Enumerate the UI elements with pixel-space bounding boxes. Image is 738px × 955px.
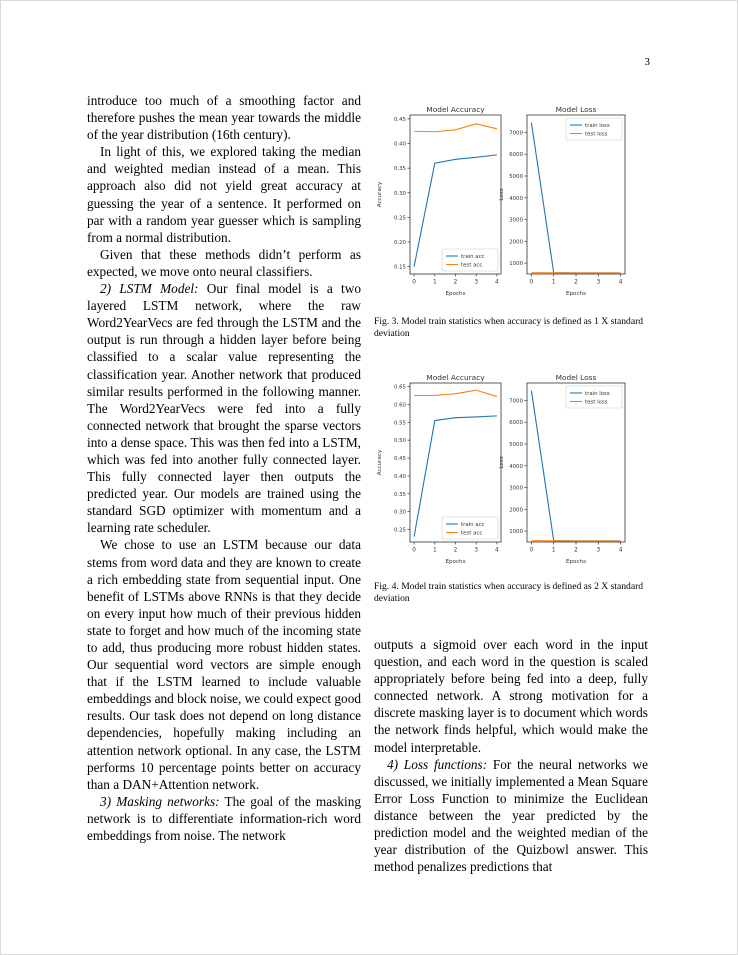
legend: [442, 517, 498, 539]
y-axis-label: Accuracy: [377, 181, 383, 208]
x-tick-label: 4: [495, 547, 499, 554]
x-tick-label: 0: [529, 547, 534, 554]
paragraph: [374, 756, 648, 876]
y-axis-label: Loss: [499, 456, 505, 469]
y-tick-label: 0.25: [393, 527, 406, 534]
legend: [566, 118, 622, 140]
x-tick-label: 3: [474, 547, 479, 554]
x-tick-label: 1: [432, 279, 437, 286]
subsection-heading: 2) LSTM Model:: [100, 281, 199, 297]
series-line-train: [531, 123, 620, 273]
paragraph-text: For the neural networks we discussed, we initially implemented a Mean Square Error Loss Function to minimize the Euclidean distance between the year predicted by the prediction model and the weighted median of the year distribution of the Quizbowl answer. This method penalizes predictions that: [374, 756, 648, 875]
y-tick-label: 0.15: [393, 264, 406, 271]
y-tick-label: 0.35: [393, 491, 406, 498]
chart-panel: [377, 373, 501, 565]
x-tick-label: 1: [551, 279, 556, 286]
x-axis-label: Epochs: [445, 291, 466, 297]
paragraph-text: Our final model is a two layered LSTM network, where the raw Word2YearVecs are fed through the LSTM and the output is run through a hidden layer before being classified to a scalar value representing the classification year. Another network that produced similar results performed in the following manner. The Word2YearVecs were fed into a fully connected network that brought the sparse vectors into a dense space. This was then fed into a LSTM, which was fed into another fully connected layer. This fully connected layer then outputs the predicted year. Our models are trained using the standard SGD optimizer with momentum and a learning rate scheduler.: [87, 281, 361, 536]
y-tick-label: 1000: [509, 529, 523, 536]
figure-chart: [372, 371, 652, 571]
y-tick-label: 0.20: [393, 240, 406, 247]
left-column: [87, 92, 361, 844]
x-tick-label: 0: [529, 279, 534, 286]
y-tick-label: 1000: [509, 261, 523, 268]
y-tick-label: 4000: [509, 463, 523, 470]
x-tick-label: 1: [432, 547, 437, 554]
x-tick-label: 3: [474, 279, 479, 286]
page-number: 3: [644, 56, 650, 68]
y-tick-label: 3000: [509, 217, 523, 224]
y-tick-label: 0.40: [393, 473, 406, 480]
figure-3-caption: Fig. 3. Model train statistics when accuracy is defined as 1 X standard deviation: [374, 316, 644, 339]
y-axis-label: Accuracy: [377, 449, 383, 476]
legend: [566, 386, 622, 408]
series-line-test: [414, 124, 497, 132]
y-tick-label: 0.25: [393, 215, 406, 222]
y-tick-label: 2000: [509, 239, 523, 246]
paragraph-text: Given that these methods didn’t perform as expected, we move onto neural classifiers.: [87, 246, 361, 279]
x-tick-label: 2: [453, 547, 458, 554]
y-tick-label: 7000: [509, 130, 523, 137]
y-tick-label: 5000: [509, 173, 523, 180]
y-tick-label: 0.45: [393, 116, 406, 123]
y-tick-label: 6000: [509, 152, 523, 159]
x-tick-label: 2: [453, 279, 458, 286]
paragraph: [87, 246, 361, 280]
y-axis-label: Loss: [499, 188, 505, 201]
x-axis-label: Epochs: [565, 291, 587, 297]
legend-entry: test acc: [461, 530, 483, 537]
paragraph-text: We chose to use an LSTM because our data stems from word data and they are known to create a rich embedding state from sequential input. One benefit of LSTMs above RNNs is that they decide on every input how much of their previous hidden state to forget and how much of the incoming state to add, thus producing more robust hidden states. Our sequential word vectors are simple enough that if the LSTM learned to include valuable embeddings and block noise, we could expect good results. Our task does not depend on long distance dependencies, hopefully making including an attention network optional. In any case, the LSTM performs 10 percentage points better on accuracy than a DAN+Attention network.: [87, 537, 361, 792]
y-tick-label: 0.60: [393, 402, 406, 409]
chart-panel: [499, 373, 625, 565]
series-line-test: [414, 390, 497, 396]
chart-title: Model Accuracy: [426, 105, 485, 114]
series-line-train: [531, 391, 620, 541]
paragraph: [87, 536, 361, 792]
y-tick-label: 0.55: [393, 420, 406, 427]
x-tick-label: 1: [551, 547, 556, 554]
subsection-heading: 3) Masking networks:: [100, 793, 220, 809]
legend-entry: train loss: [585, 391, 610, 397]
chart-title: Model Loss: [555, 105, 597, 114]
x-axis-label: Epochs: [445, 559, 466, 565]
paragraph-text: introduce too much of a smoothing factor and therefore pushes the mean year towards the middle of the year distribution (16th century).: [87, 93, 361, 143]
x-tick-label: 0: [412, 279, 416, 286]
legend-entry: train loss: [585, 123, 610, 129]
paragraph: [87, 92, 361, 143]
paragraph: [374, 636, 648, 756]
y-tick-label: 2000: [509, 507, 523, 514]
x-axis-label: Epochs: [565, 559, 587, 565]
right-column: [374, 636, 648, 875]
y-tick-label: 5000: [509, 441, 523, 448]
chart-panel: [499, 105, 625, 297]
subsection-heading: 4) Loss functions:: [387, 756, 488, 772]
y-tick-label: 0.40: [393, 141, 406, 148]
x-tick-label: 2: [574, 547, 578, 554]
y-tick-label: 0.30: [393, 190, 406, 197]
legend-entry: train acc: [461, 522, 485, 528]
legend-entry: test acc: [461, 262, 483, 269]
x-tick-label: 4: [618, 547, 623, 554]
figure-4: [372, 371, 652, 571]
legend-entry: test loss: [585, 131, 608, 138]
y-tick-label: 0.45: [393, 456, 406, 463]
y-tick-label: 0.50: [393, 438, 406, 445]
figure-4-caption: Fig. 4. Model train statistics when accuracy is defined as 2 X standard deviation: [374, 581, 644, 604]
legend: [442, 249, 498, 271]
figure-3: [372, 103, 652, 303]
x-tick-label: 0: [412, 547, 416, 554]
x-tick-label: 4: [495, 279, 499, 286]
y-tick-label: 0.35: [393, 166, 406, 173]
paragraph: [87, 793, 361, 844]
chart-title: Model Loss: [555, 373, 597, 382]
y-tick-label: 0.30: [393, 509, 406, 516]
paragraph: [87, 143, 361, 246]
y-tick-label: 6000: [509, 420, 523, 427]
x-tick-label: 4: [618, 279, 623, 286]
legend-entry: train acc: [461, 254, 485, 260]
y-tick-label: 4000: [509, 195, 523, 202]
paragraph: [87, 280, 361, 536]
paragraph-text: The goal of the masking network is to differentiate information-rich word embeddings from noise. The network: [87, 793, 361, 844]
x-tick-label: 2: [574, 279, 578, 286]
chart-title: Model Accuracy: [426, 373, 485, 382]
legend-entry: test loss: [585, 399, 608, 406]
y-tick-label: 0.65: [393, 384, 406, 391]
figure-chart: [372, 103, 652, 303]
paragraph-text: In light of this, we explored taking the median and weighted median instead of a mean. This approach also did not yield great accuracy at guessing the year of a sentence. It performed on par with a random year guesser which is sampling from a normal distribution.: [87, 144, 361, 245]
y-tick-label: 7000: [509, 398, 523, 405]
x-tick-label: 3: [596, 279, 601, 286]
x-tick-label: 3: [596, 547, 601, 554]
y-tick-label: 3000: [509, 485, 523, 492]
chart-panel: [377, 105, 501, 297]
paragraph-text: outputs a sigmoid over each word in the input question, and each word in the question is scaled appropriately before being fed into a deep, fully connected network. A strong motivation for a discrete masking layer is to document which words the network finds helpful, which would make the model interpretable.: [374, 637, 648, 755]
